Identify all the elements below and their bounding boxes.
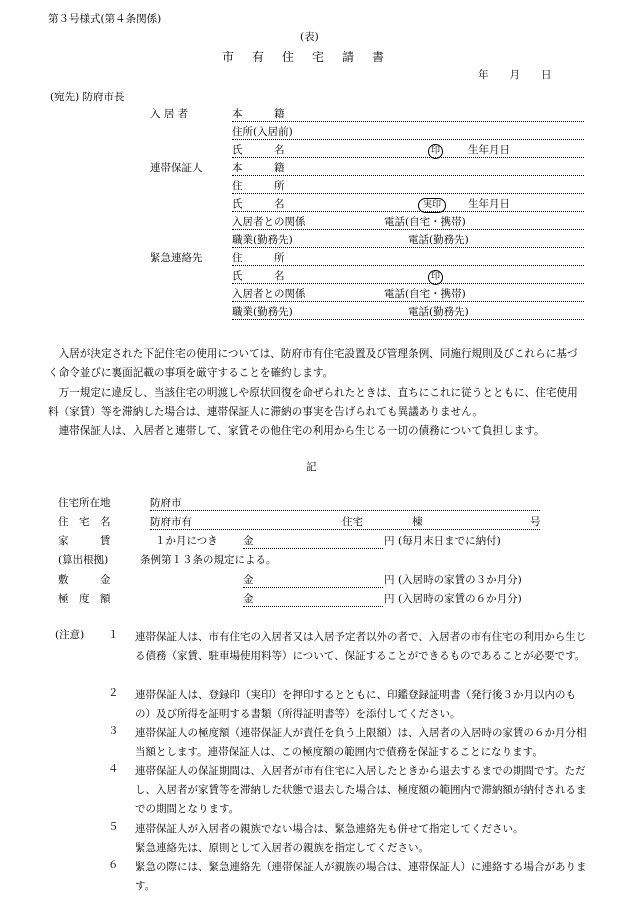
rent-unit: １か月につき	[155, 535, 218, 547]
seal-icon: 印	[428, 144, 443, 159]
note-number: ２	[108, 687, 119, 699]
room-label: 号	[530, 516, 541, 528]
tenant-address-label: 住所(入居前)	[232, 126, 293, 138]
deposit-note: (入居時の家賃の３か月分)	[398, 574, 522, 586]
side-label: (表)	[300, 31, 319, 43]
deposit-field[interactable]	[243, 573, 383, 588]
paragraph-compliance: 入居が決定された下記住宅の使用については、防府市有住宅設置及び管理条例、同施行規則及びこれらに基づく命令並びに裏面記載の事項を厳守することを確約します。	[48, 348, 578, 379]
rent-field[interactable]	[243, 534, 383, 549]
guarantor-birth-label: 生年月日	[468, 198, 510, 210]
note-number: ４	[108, 763, 119, 775]
housing-name-value: 防府市有	[150, 516, 192, 528]
jutaku-label: 住宅	[342, 516, 363, 528]
deposit-kin: 金	[243, 574, 254, 586]
limit-en: 円	[384, 593, 395, 605]
note-number: ３	[108, 725, 119, 737]
guarantor-relation-label: 入居者との関係	[232, 216, 306, 228]
emergency-relation-label: 入居者との関係	[232, 288, 306, 300]
note-item: 連帯保証人の保証期間は、入居者が市有住宅に入居したときから退去するまでの期間です。ただし、入居者が家賃等を滞納した状態で退去した場合は、極度額の範囲内で滞納額が納付されるまでの期間となります。	[135, 765, 587, 815]
location-label: 住宅所在地	[58, 497, 111, 509]
limit-kin: 金	[243, 593, 254, 605]
guarantor-job-label: 職業(勤務先)	[232, 234, 293, 246]
guarantor-name-label: 氏 名	[232, 198, 285, 210]
guarantor-phone-work-label: 電話(勤務先)	[408, 234, 469, 246]
paragraph-violation: 万一規定に違反し、当該住宅の明渡しや原状回復を命ぜられたときは、直ちにこれに従うとともに、住宅使用料（家賃）等を滞納した場合は、連帯保証人に滞納の事実を告げられても異議ありません。	[48, 387, 578, 418]
paragraph-guarantor-liability: 連帯保証人は、入居者と連帯して、家賃その他住宅の利用から生じる一切の債務について負担します。	[58, 425, 545, 437]
note-number: ６	[108, 859, 119, 871]
note-item: 連帯保証人は、市有住宅の入居者又は入居予定者以外の者で、入居者の市有住宅の利用から生じる債務（家賃、駐車場使用料等）について、保証することができるものであることが必要です。	[135, 631, 587, 662]
guarantor-address-field[interactable]	[232, 179, 584, 194]
emergency-name-field[interactable]	[232, 269, 584, 284]
ki-heading: 記	[306, 461, 317, 473]
tenant-name-label: 氏 名	[232, 144, 285, 156]
guarantor-honseki-field[interactable]	[232, 161, 584, 176]
guarantor-honseki-label: 本 籍	[232, 162, 285, 174]
limit-note: (入居時の家賃の６か月分)	[398, 593, 522, 605]
emergency-address-label: 住 所	[232, 252, 285, 264]
form-number: 第３号様式(第４条関係)	[48, 13, 162, 25]
guarantor-relation-field[interactable]	[232, 215, 584, 230]
emergency-relation-field[interactable]	[232, 287, 584, 302]
tenant-birth-label: 生年月日	[468, 144, 510, 156]
emergency-job-field[interactable]	[232, 305, 584, 320]
guarantor-address-label: 住 所	[232, 180, 285, 192]
note-item: 連帯保証人は、登録印（実印）を押印するとともに、印鑑登録証明書（発行後３か月以内のもの）及び所得を証明する書類（所得証明書等）を添付してください。	[135, 689, 576, 720]
basis-label: (算出根拠)	[58, 554, 109, 566]
note-number: １	[108, 629, 119, 641]
emergency-name-label: 氏 名	[232, 270, 285, 282]
emergency-heading: 緊急連絡先	[150, 252, 203, 264]
note-item: 緊急の際には、緊急連絡先（連帯保証人が親族の場合は、連帯保証人）に連絡する場合があります。	[135, 861, 587, 892]
notes-label: (注意)	[55, 629, 85, 641]
note-item: 緊急連絡先は、原則として入居者の親族を指定してください。	[135, 842, 429, 854]
emergency-address-field[interactable]	[232, 251, 584, 266]
note-number: ５	[108, 821, 119, 833]
deposit-en: 円	[384, 574, 395, 586]
limit-label: 極 度 額	[58, 593, 111, 605]
building-label: 棟	[412, 516, 423, 528]
emergency-phone-work-label: 電話(勤務先)	[408, 306, 469, 318]
note-item: 連帯保証人が入居者の親族でない場合は、緊急連絡先も併せて指定してください。	[135, 823, 524, 835]
tenant-address-field[interactable]	[232, 125, 584, 140]
limit-field[interactable]	[243, 592, 383, 607]
deposit-label: 敷 金	[58, 574, 111, 586]
note-item: 連帯保証人の極度額（連帯保証人が責任を負う上限額）は、入居者の入居時の家賃の６か月分相当額とします。連帯保証人は、この極度額の範囲内で債務を保証することになります。	[135, 727, 587, 758]
seal-icon: 印	[428, 270, 443, 285]
emergency-job-label: 職業(勤務先)	[232, 306, 293, 318]
tenant-name-field[interactable]	[232, 143, 584, 158]
rent-note: (毎月末日までに納付)	[398, 535, 501, 547]
rent-kin: 金	[243, 535, 254, 547]
emergency-phone-home-label: 電話(自宅・携帯)	[384, 288, 466, 300]
tenant-heading: 入 居 者	[150, 108, 189, 120]
addressee: (宛先) 防府市長	[50, 91, 125, 103]
location-value: 防府市	[150, 497, 182, 509]
rent-en: 円	[384, 535, 395, 547]
tenant-honseki-field[interactable]	[232, 107, 584, 122]
basis-value: 条例第１３条の規定による。	[140, 554, 277, 566]
jitsuin-seal-icon: 実印	[418, 198, 446, 213]
guarantor-name-field[interactable]	[232, 197, 584, 212]
housing-name-field[interactable]	[150, 515, 540, 530]
rent-label: 家 賃	[58, 535, 111, 547]
tenant-honseki-label: 本 籍	[232, 108, 285, 120]
guarantor-heading: 連帯保証人	[150, 162, 203, 174]
guarantor-phone-home-label: 電話(自宅・携帯)	[384, 216, 466, 228]
guarantor-job-field[interactable]	[232, 233, 584, 248]
page-title: 市 有 住 宅 請 書	[222, 50, 388, 64]
date-label: 年 月 日	[478, 69, 552, 81]
housing-name-label: 住 宅 名	[58, 516, 111, 528]
location-field[interactable]	[150, 496, 540, 511]
